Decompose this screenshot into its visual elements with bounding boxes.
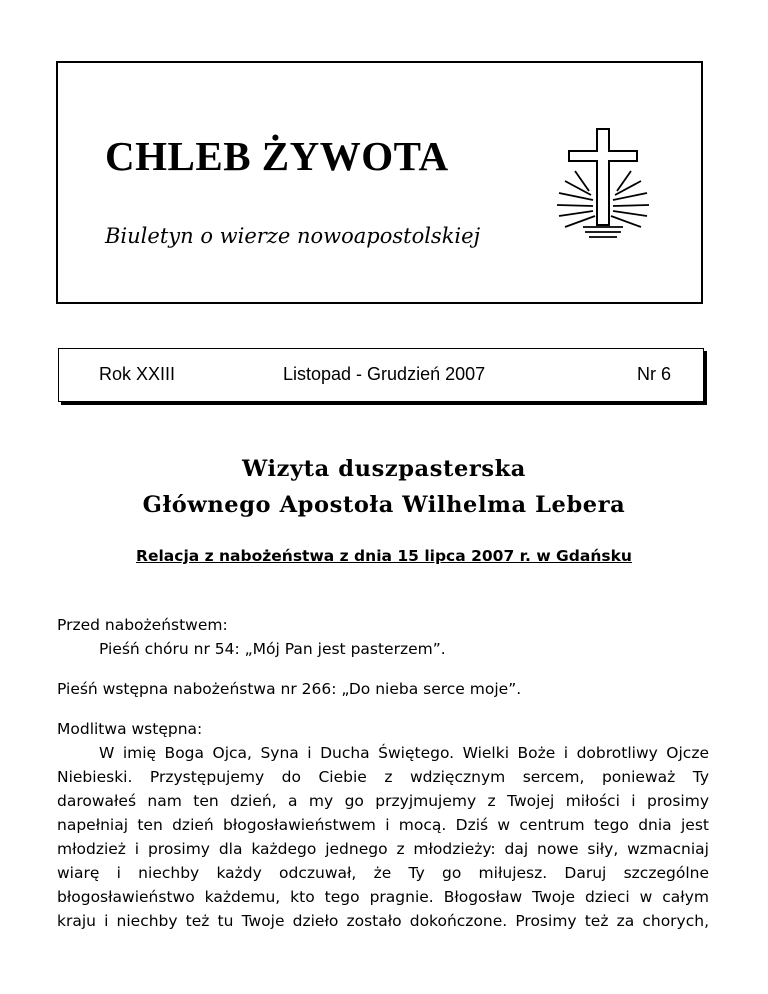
- issue-number: Nr 6: [637, 364, 672, 384]
- article-subtitle: Relacja z nabożeństwa z dnia 15 lipca 2007 r. w Gdańsku: [136, 547, 632, 565]
- prayer-label: Modlitwa wstępna:: [57, 720, 203, 738]
- masthead-title: CHLEB ŻYWOTA: [105, 133, 449, 179]
- opening-song-section: [57, 677, 709, 701]
- prayer-line: błogosławieństwo każdemu, kto tego pragnie. Błogosław Twoje dzieci w całym: [57, 888, 709, 906]
- issue-date: Listopad - Grudzień 2007: [283, 364, 486, 384]
- opening-song: Pieśń wstępna nabożeństwa nr 266: „Do nieba serce moje”.: [57, 680, 522, 698]
- cross-rising-sun-icon: [553, 121, 653, 241]
- article-title-line-1: Wizyta duszpasterska: [242, 456, 526, 482]
- masthead-box: [56, 61, 703, 304]
- choir-song: Pieśń chóru nr 54: „Mój Pan jest pasterzem”.: [99, 640, 446, 658]
- prayer-line: W imię Boga Ojca, Syna i Ducha Świętego. Wielki Boże i dobrotliwy Ojcze: [99, 744, 709, 762]
- before-service-label: Przed nabożeństwem:: [57, 616, 228, 634]
- prayer-line: młodzież i prosimy dla każdego jednego z młodzieży: daj nowe siły, wzmacniaj: [57, 840, 709, 858]
- issue-info-bar: [58, 348, 704, 402]
- prayer-line: kraju i niechby też tu Twoje dzieło zostało dokończone. Prosimy też za chorych,: [57, 912, 709, 930]
- prayer-line: wiarę i niechby każdy odczuwał, że Ty go miłujesz. Daruj szczególne: [57, 864, 709, 882]
- prayer-line: Niebieski. Przystępujemy do Ciebie z wdzięcznym sercem, ponieważ Ty: [57, 768, 709, 786]
- article-title: [0, 451, 768, 523]
- masthead-subtitle: Biuletyn o wierze nowoapostolskiej: [105, 224, 481, 248]
- before-service-section: [57, 613, 709, 661]
- article-title-line-2: Głównego Apostoła Wilhelma Lebera: [142, 492, 626, 518]
- prayer-line: napełniaj ten dzień błogosławieństwem i mocą. Dziś w centrum tego dnia jest: [57, 816, 709, 834]
- prayer-line: darowałeś nam ten dzień, a my go przyjmujemy z Twojej miłości i prosimy: [57, 792, 709, 810]
- prayer-section: [57, 717, 709, 933]
- issue-year: Rok XXIII: [99, 364, 176, 384]
